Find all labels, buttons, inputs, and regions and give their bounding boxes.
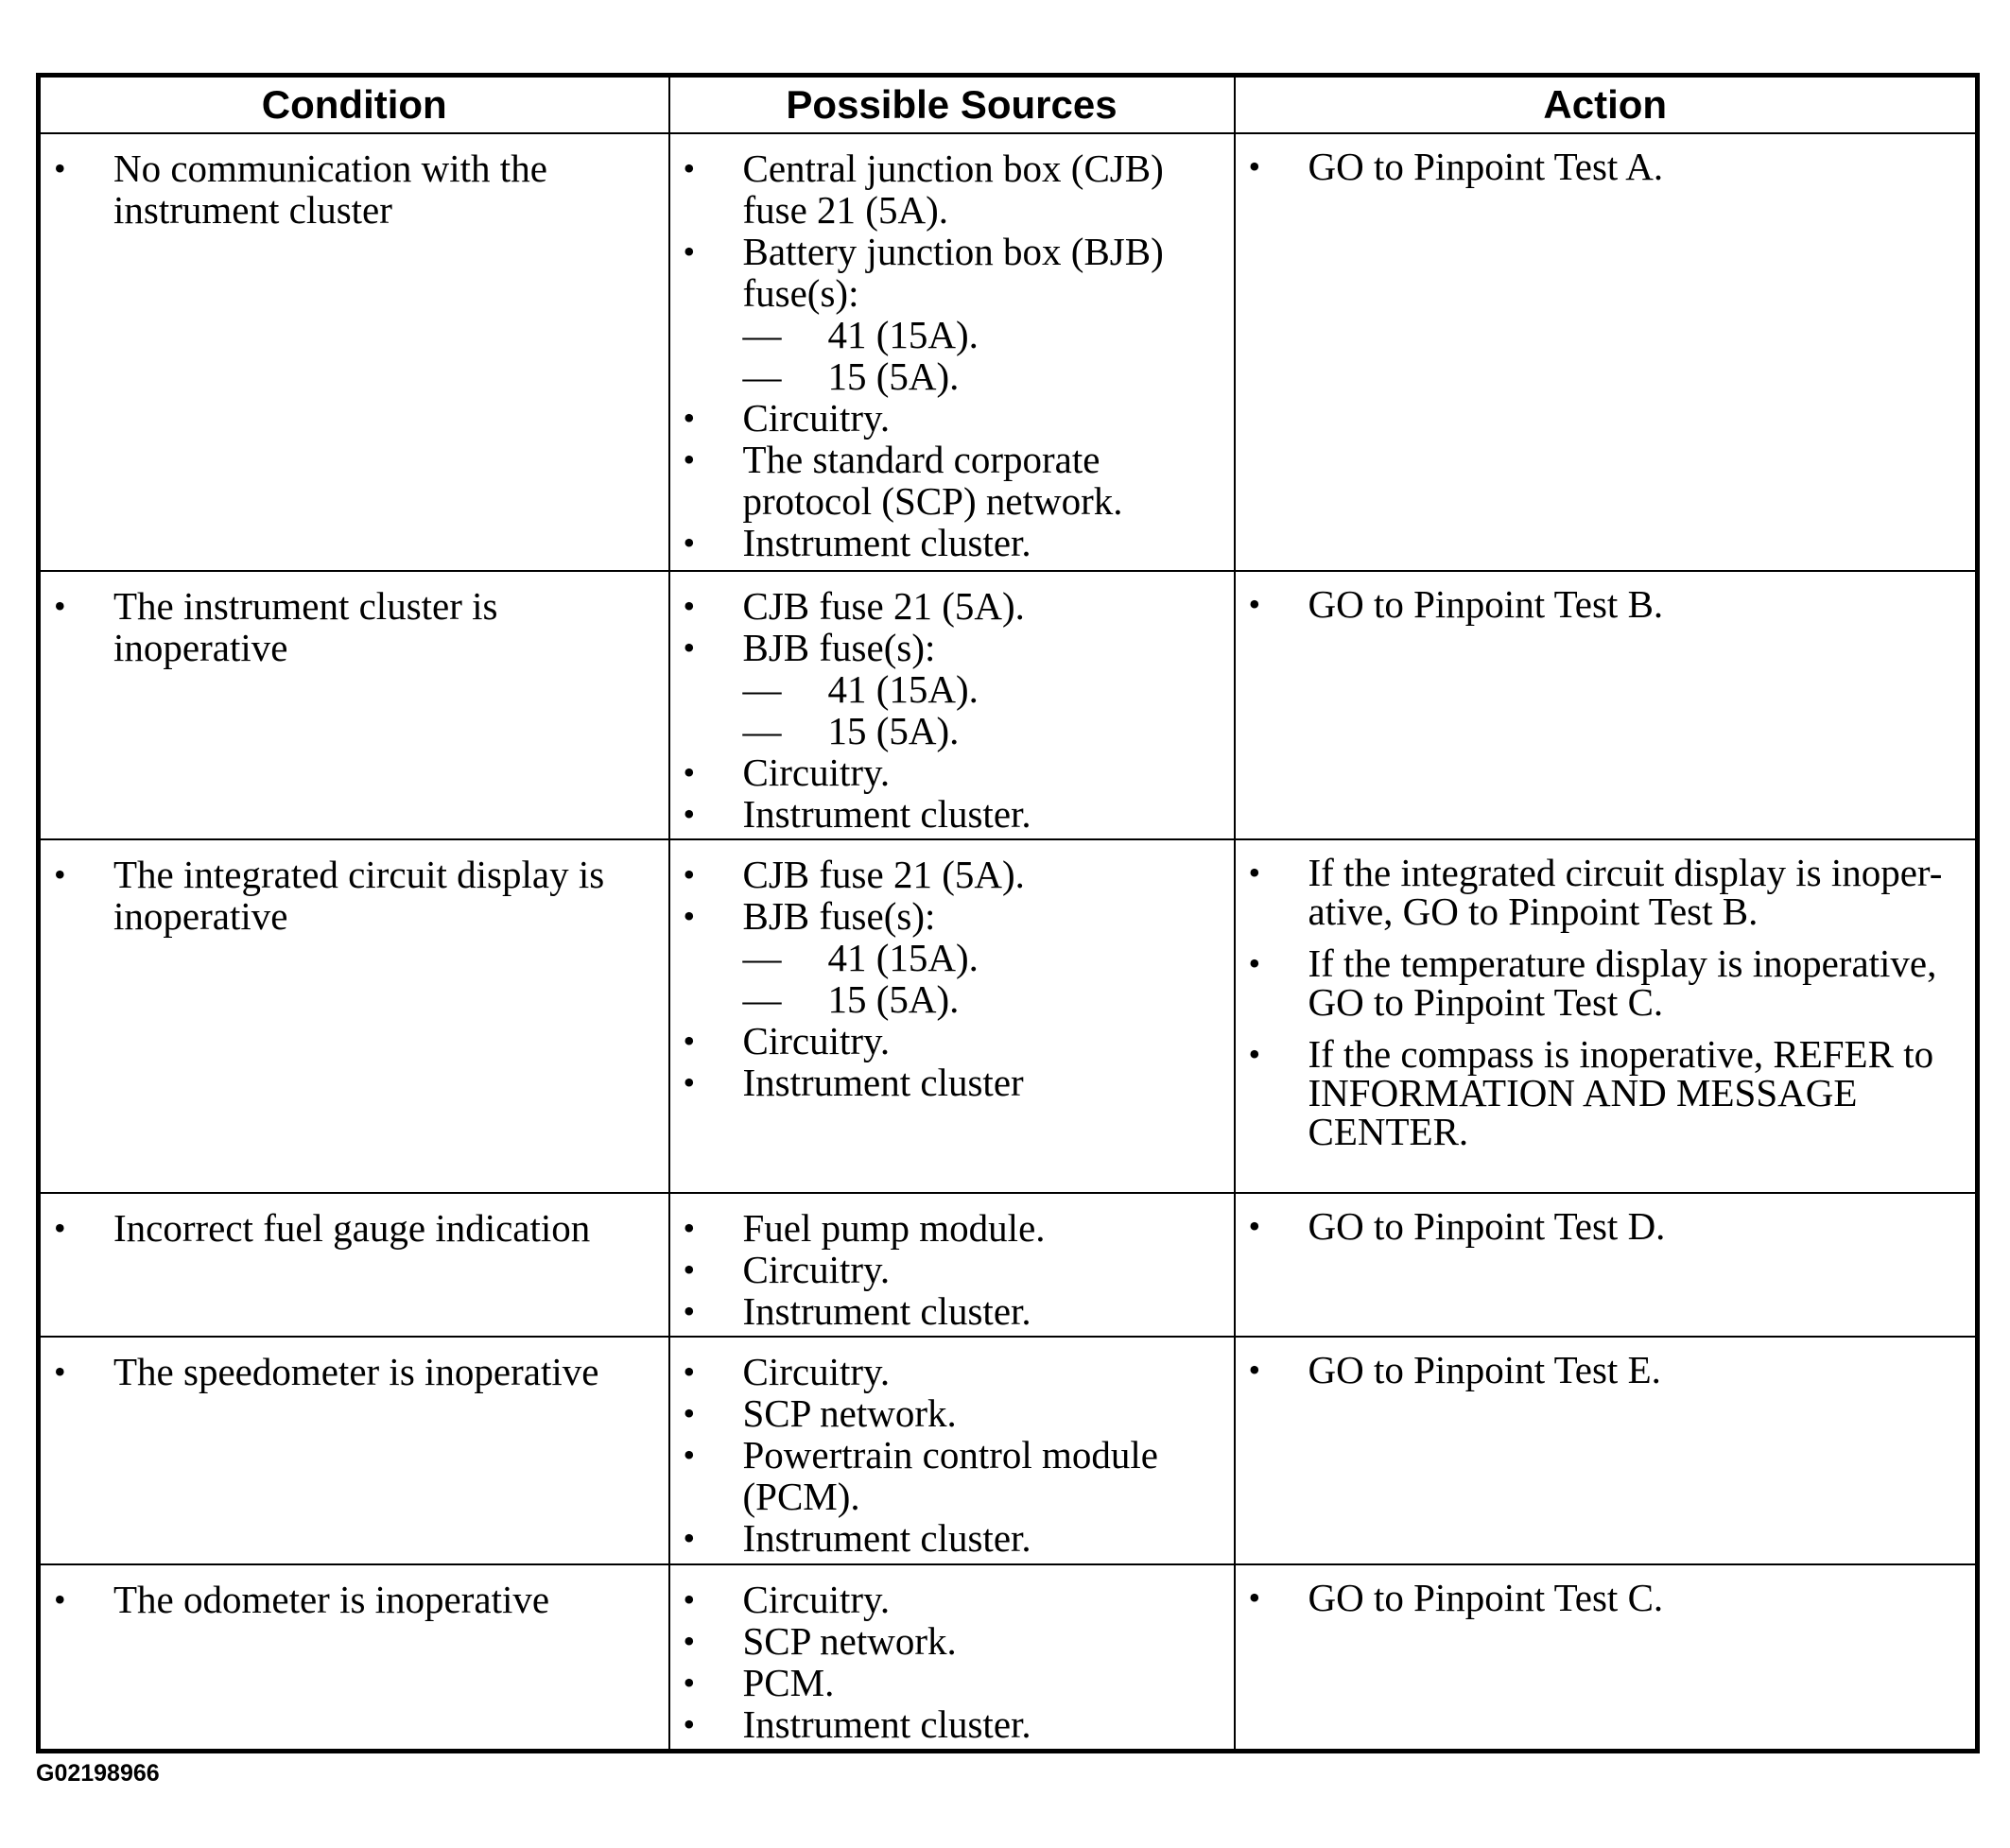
source-sub-text: 41 (15A). xyxy=(827,936,979,979)
action-list xyxy=(1236,134,1976,190)
source-item: • Fuel pump module. xyxy=(684,1207,1224,1249)
source-item: • Instrument cluster. xyxy=(684,793,1224,835)
source-sub-text: 15 (5A). xyxy=(827,709,960,752)
action-item: • GO to Pinpoint Test C. xyxy=(1249,1579,1967,1617)
condition-list xyxy=(41,840,668,941)
action-cell xyxy=(1235,571,1978,839)
source-item: • Circuitry. xyxy=(684,1579,1224,1620)
possible-sources-cell xyxy=(669,839,1235,1193)
condition-cell xyxy=(39,1337,669,1564)
condition-text: • No communication with the instrument cluster xyxy=(54,147,659,231)
dash-marker: — xyxy=(742,313,782,356)
action-list xyxy=(1236,840,1976,1155)
header-possible-sources: Possible Sources xyxy=(669,76,1235,134)
dash-marker: — xyxy=(742,667,782,711)
header-row xyxy=(39,76,1978,134)
action-item: • If the integrated circuit display is inoper-ative, GO to Pinpoint Test B. xyxy=(1249,854,1967,931)
source-sub-text: 41 (15A). xyxy=(827,667,979,711)
source-sub-item xyxy=(684,978,1224,1020)
source-item: • Circuitry. xyxy=(684,1249,1224,1290)
action-item: • GO to Pinpoint Test E. xyxy=(1249,1351,1967,1390)
table-row xyxy=(39,839,1978,1193)
condition-text: • The speedometer is inoperative xyxy=(54,1351,659,1392)
source-item: • PCM. xyxy=(684,1662,1224,1703)
action-item: • GO to Pinpoint Test B. xyxy=(1249,585,1967,624)
source-item: • Instrument cluster. xyxy=(684,522,1224,563)
dash-marker: — xyxy=(742,977,782,1021)
table-body xyxy=(39,133,1978,1752)
diagnosis-table xyxy=(36,73,1980,1753)
possible-sources-cell xyxy=(669,1337,1235,1564)
source-sub-item xyxy=(684,668,1224,710)
source-item: • SCP network. xyxy=(684,1392,1224,1434)
source-item: • BJB fuse(s): xyxy=(684,627,1224,668)
action-item: • GO to Pinpoint Test A. xyxy=(1249,147,1967,186)
dash-marker: — xyxy=(742,709,782,752)
header-condition: Condition xyxy=(39,76,669,134)
sources-list xyxy=(670,1194,1234,1336)
source-item: • Instrument cluster xyxy=(684,1062,1224,1103)
condition-text: • Incorrect fuel gauge indication xyxy=(54,1207,659,1249)
action-cell xyxy=(1235,1193,1978,1337)
source-sub-text: 15 (5A). xyxy=(827,977,960,1021)
condition-text: • The integrated circuit display is inoperative xyxy=(54,854,659,937)
sources-list xyxy=(670,572,1234,838)
source-item: • SCP network. xyxy=(684,1620,1224,1662)
source-item: • Central junction box (CJB) fuse 21 (5A). xyxy=(684,147,1224,231)
condition-cell xyxy=(39,1193,669,1337)
condition-cell xyxy=(39,133,669,571)
table-row xyxy=(39,571,1978,839)
header-action: Action xyxy=(1235,76,1978,134)
source-item: • Circuitry. xyxy=(684,397,1224,439)
condition-cell xyxy=(39,571,669,839)
source-sub-item xyxy=(684,355,1224,397)
condition-list xyxy=(41,572,668,672)
sources-list xyxy=(670,840,1234,1107)
sources-list xyxy=(670,1338,1234,1563)
table-row xyxy=(39,1193,1978,1337)
condition-list xyxy=(41,1194,668,1252)
action-cell xyxy=(1235,839,1978,1193)
source-item: • Circuitry. xyxy=(684,1351,1224,1392)
source-item: • Instrument cluster. xyxy=(684,1517,1224,1559)
source-item: • The standard corporate protocol (SCP) network. xyxy=(684,439,1224,522)
action-item: • If the compass is inoperative, REFER to INFORMATION AND MESSAGE CENTER. xyxy=(1249,1035,1967,1151)
action-list xyxy=(1236,1338,1976,1393)
sources-list xyxy=(670,1565,1234,1749)
condition-list xyxy=(41,134,668,234)
source-item: • Instrument cluster. xyxy=(684,1290,1224,1332)
condition-list xyxy=(41,1565,668,1624)
action-item: • If the temperature display is inoperative, GO to Pinpoint Test C. xyxy=(1249,944,1967,1022)
condition-cell xyxy=(39,1564,669,1752)
action-cell xyxy=(1235,1337,1978,1564)
figure-id: G02198966 xyxy=(36,1760,160,1787)
source-item: • BJB fuse(s): xyxy=(684,895,1224,937)
source-item: • CJB fuse 21 (5A). xyxy=(684,585,1224,627)
action-cell xyxy=(1235,1564,1978,1752)
source-sub-text: 15 (5A). xyxy=(827,354,960,398)
action-cell xyxy=(1235,133,1978,571)
possible-sources-cell xyxy=(669,1564,1235,1752)
source-item: • Instrument cluster. xyxy=(684,1703,1224,1745)
condition-list xyxy=(41,1338,668,1396)
possible-sources-cell xyxy=(669,1193,1235,1337)
source-sub-item xyxy=(684,314,1224,355)
table-row xyxy=(39,1564,1978,1752)
source-sub-item xyxy=(684,937,1224,978)
source-sub-text: 41 (15A). xyxy=(827,313,979,356)
source-item: • CJB fuse 21 (5A). xyxy=(684,854,1224,895)
condition-text: • The odometer is inoperative xyxy=(54,1579,659,1620)
possible-sources-cell xyxy=(669,133,1235,571)
action-list xyxy=(1236,1194,1976,1250)
action-item: • GO to Pinpoint Test D. xyxy=(1249,1207,1967,1246)
source-sub-item xyxy=(684,710,1224,751)
action-list xyxy=(1236,572,1976,628)
source-item: • Circuitry. xyxy=(684,1020,1224,1062)
sources-list xyxy=(670,134,1234,567)
table-row xyxy=(39,1337,1978,1564)
action-list xyxy=(1236,1565,1976,1621)
source-item: • Circuitry. xyxy=(684,751,1224,793)
table-row xyxy=(39,133,1978,571)
condition-text: • The instrument cluster is inoperative xyxy=(54,585,659,668)
dash-marker: — xyxy=(742,936,782,979)
possible-sources-cell xyxy=(669,571,1235,839)
condition-cell xyxy=(39,839,669,1193)
dash-marker: — xyxy=(742,354,782,398)
source-item: • Powertrain control module (PCM). xyxy=(684,1434,1224,1517)
source-item: • Battery junction box (BJB) fuse(s): xyxy=(684,231,1224,314)
